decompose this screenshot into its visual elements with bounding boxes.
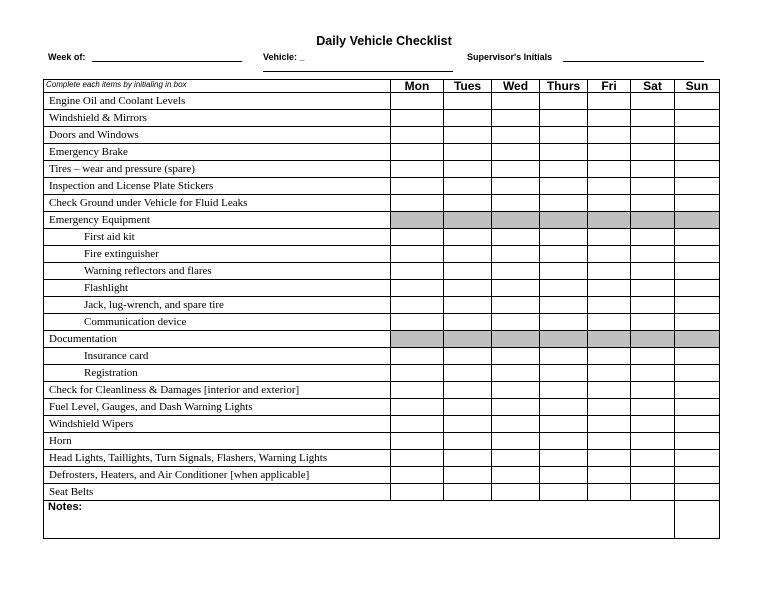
initial-box-sat[interactable]	[631, 297, 675, 314]
initial-box-fri[interactable]	[588, 365, 631, 382]
item-label: Windshield Wipers	[44, 416, 391, 433]
initial-box-sat[interactable]	[631, 127, 675, 144]
initial-box-wed[interactable]	[492, 161, 540, 178]
initial-box-sat[interactable]	[631, 365, 675, 382]
initial-box-mon[interactable]	[391, 263, 444, 280]
initial-box-tues[interactable]	[444, 280, 492, 297]
instruction-text: Complete each items by initialing in box	[44, 80, 391, 93]
initial-box-tues[interactable]	[444, 195, 492, 212]
table-row	[44, 127, 720, 144]
day-header-thurs: Thurs	[540, 80, 588, 93]
initial-box-fri[interactable]	[588, 314, 631, 331]
table-row	[44, 399, 720, 416]
initial-box-wed[interactable]	[492, 280, 540, 297]
initial-box-wed[interactable]	[492, 144, 540, 161]
initial-box-wed[interactable]	[492, 297, 540, 314]
initial-box-fri[interactable]	[588, 280, 631, 297]
initial-box-sat[interactable]	[631, 348, 675, 365]
item-label: Flashlight	[44, 280, 391, 297]
initial-box-fri[interactable]	[588, 246, 631, 263]
initial-box-mon[interactable]	[391, 246, 444, 263]
initial-box-sat[interactable]	[631, 433, 675, 450]
initial-box-sat[interactable]	[631, 314, 675, 331]
initial-box-thurs	[540, 331, 588, 348]
initial-box-wed[interactable]	[492, 127, 540, 144]
initial-box-sun[interactable]	[675, 365, 720, 382]
initial-box-tues[interactable]	[444, 229, 492, 246]
item-label: First aid kit	[44, 229, 391, 246]
initial-box-sat	[631, 331, 675, 348]
initial-box-sat[interactable]	[631, 246, 675, 263]
initial-box-sat[interactable]	[631, 161, 675, 178]
initial-box-fri[interactable]	[588, 195, 631, 212]
initial-box-fri[interactable]	[588, 263, 631, 280]
initial-box-mon[interactable]	[391, 93, 444, 110]
initial-box-thurs[interactable]	[540, 263, 588, 280]
checklist-table	[43, 79, 720, 539]
initial-box-sat[interactable]	[631, 280, 675, 297]
initial-box-sat[interactable]	[631, 195, 675, 212]
initial-box-thurs[interactable]	[540, 484, 588, 501]
initial-box-thurs[interactable]	[540, 127, 588, 144]
day-header-sun: Sun	[675, 80, 720, 93]
initial-box-thurs[interactable]	[540, 348, 588, 365]
table-header-row	[44, 80, 720, 93]
initial-box-tues[interactable]	[444, 263, 492, 280]
initial-box-mon[interactable]	[391, 382, 444, 399]
initial-box-fri[interactable]	[588, 229, 631, 246]
initial-box-thurs[interactable]	[540, 433, 588, 450]
initial-box-thurs[interactable]	[540, 416, 588, 433]
initial-box-thurs[interactable]	[540, 161, 588, 178]
initial-box-sat[interactable]	[631, 484, 675, 501]
initial-box-fri[interactable]	[588, 484, 631, 501]
item-label: Inspection and License Plate Stickers	[44, 178, 391, 195]
item-label: Head Lights, Taillights, Turn Signals, Flashers, Warning Lights	[44, 450, 391, 467]
initial-box-thurs[interactable]	[540, 450, 588, 467]
initial-box-fri[interactable]	[588, 110, 631, 127]
item-label: Jack, lug-wrench, and spare tire	[44, 297, 391, 314]
item-label: Documentation	[44, 331, 391, 348]
initial-box-tues[interactable]	[444, 178, 492, 195]
initial-box-wed[interactable]	[492, 246, 540, 263]
initial-box-sun[interactable]	[675, 263, 720, 280]
initial-box-sat[interactable]	[631, 93, 675, 110]
initial-box-wed[interactable]	[492, 348, 540, 365]
week-label: Week of:	[48, 52, 86, 62]
table-row	[44, 314, 720, 331]
initial-box-mon[interactable]	[391, 484, 444, 501]
initial-box-sun	[675, 212, 720, 229]
initial-box-wed[interactable]	[492, 467, 540, 484]
initial-box-sun[interactable]	[675, 110, 720, 127]
vehicle-value: _	[299, 52, 305, 62]
initial-box-thurs	[540, 212, 588, 229]
initial-box-fri[interactable]	[588, 178, 631, 195]
initial-box-sun[interactable]	[675, 297, 720, 314]
table-row	[44, 144, 720, 161]
item-label: Fire extinguisher	[44, 246, 391, 263]
initial-box-wed[interactable]	[492, 365, 540, 382]
item-label: Defrosters, Heaters, and Air Conditioner [when applicable]	[44, 467, 391, 484]
initial-box-tues[interactable]	[444, 484, 492, 501]
initial-box-mon[interactable]	[391, 399, 444, 416]
initial-box-tues[interactable]	[444, 246, 492, 263]
initial-box-mon[interactable]	[391, 110, 444, 127]
initial-box-tues[interactable]	[444, 161, 492, 178]
initial-box-sun[interactable]	[675, 93, 720, 110]
item-label: Horn	[44, 433, 391, 450]
initial-box-tues[interactable]	[444, 110, 492, 127]
notes-label: Notes:	[48, 501, 83, 513]
initial-box-tues[interactable]	[444, 93, 492, 110]
initial-box-sun[interactable]	[675, 450, 720, 467]
initial-box-fri[interactable]	[588, 399, 631, 416]
initial-box-tues[interactable]	[444, 127, 492, 144]
initial-box-sun[interactable]	[675, 246, 720, 263]
initial-box-mon[interactable]	[391, 348, 444, 365]
initial-box-mon[interactable]	[391, 416, 444, 433]
initial-box-mon[interactable]	[391, 195, 444, 212]
initial-box-fri	[588, 331, 631, 348]
supervisor-label: Supervisor's Initials	[467, 52, 553, 62]
initial-box-sun[interactable]	[675, 433, 720, 450]
initial-box-sat	[631, 212, 675, 229]
initial-box-fri[interactable]	[588, 382, 631, 399]
notes-extra-box[interactable]	[675, 501, 720, 539]
initial-box-sun[interactable]	[675, 195, 720, 212]
initial-box-thurs[interactable]	[540, 178, 588, 195]
initial-box-fri[interactable]	[588, 450, 631, 467]
initial-box-thurs[interactable]	[540, 280, 588, 297]
initial-box-thurs[interactable]	[540, 144, 588, 161]
initial-box-tues[interactable]	[444, 314, 492, 331]
initial-box-sat[interactable]	[631, 178, 675, 195]
initial-box-wed[interactable]	[492, 433, 540, 450]
initial-box-tues[interactable]	[444, 450, 492, 467]
item-label: Emergency Equipment	[44, 212, 391, 229]
table-row	[44, 484, 720, 501]
week-field[interactable]	[92, 61, 242, 62]
item-label: Insurance card	[44, 348, 391, 365]
initial-box-fri[interactable]	[588, 467, 631, 484]
initial-box-wed[interactable]	[492, 382, 540, 399]
table-row	[44, 365, 720, 382]
initial-box-wed[interactable]	[492, 110, 540, 127]
initial-box-thurs[interactable]	[540, 229, 588, 246]
table-row	[44, 433, 720, 450]
initial-box-sun[interactable]	[675, 484, 720, 501]
initial-box-sun[interactable]	[675, 348, 720, 365]
initial-box-sat[interactable]	[631, 450, 675, 467]
initial-box-wed[interactable]	[492, 229, 540, 246]
initial-box-fri	[588, 212, 631, 229]
item-label: Tires – wear and pressure (spare)	[44, 161, 391, 178]
initial-box-mon[interactable]	[391, 297, 444, 314]
initial-box-fri[interactable]	[588, 348, 631, 365]
initial-box-thurs[interactable]	[540, 382, 588, 399]
item-label: Check Ground under Vehicle for Fluid Leaks	[44, 195, 391, 212]
initial-box-wed[interactable]	[492, 93, 540, 110]
initial-box-sun[interactable]	[675, 399, 720, 416]
initial-box-tues[interactable]	[444, 382, 492, 399]
initial-box-mon	[391, 331, 444, 348]
vehicle-field[interactable]	[263, 71, 453, 72]
initial-box-sun[interactable]	[675, 127, 720, 144]
initial-box-tues[interactable]	[444, 144, 492, 161]
table-row	[44, 382, 720, 399]
initial-box-sat[interactable]	[631, 399, 675, 416]
initial-box-fri[interactable]	[588, 433, 631, 450]
initial-box-sun[interactable]	[675, 280, 720, 297]
section-row	[44, 212, 720, 229]
initial-box-mon[interactable]	[391, 127, 444, 144]
initial-box-tues[interactable]	[444, 365, 492, 382]
initial-box-tues[interactable]	[444, 348, 492, 365]
initial-box-sat[interactable]	[631, 382, 675, 399]
initial-box-sun[interactable]	[675, 382, 720, 399]
day-header-tues: Tues	[444, 80, 492, 93]
page-title: Daily Vehicle Checklist	[316, 34, 452, 48]
initial-box-wed[interactable]	[492, 178, 540, 195]
table-row	[44, 263, 720, 280]
initial-box-tues	[444, 212, 492, 229]
initial-box-sat[interactable]	[631, 229, 675, 246]
initial-box-thurs[interactable]	[540, 297, 588, 314]
initial-box-tues[interactable]	[444, 433, 492, 450]
initial-box-mon[interactable]	[391, 178, 444, 195]
initial-box-mon[interactable]	[391, 467, 444, 484]
item-label: Windshield & Mirrors	[44, 110, 391, 127]
notes-row	[44, 501, 720, 539]
initial-box-tues[interactable]	[444, 416, 492, 433]
initial-box-mon[interactable]	[391, 144, 444, 161]
initial-box-thurs[interactable]	[540, 365, 588, 382]
initial-box-thurs[interactable]	[540, 314, 588, 331]
initial-box-tues[interactable]	[444, 297, 492, 314]
item-label: Check for Cleanliness & Damages [interior and exterior]	[44, 382, 391, 399]
table-row	[44, 467, 720, 484]
initial-box-sat[interactable]	[631, 467, 675, 484]
initial-box-sun[interactable]	[675, 467, 720, 484]
notes-field[interactable]	[44, 501, 675, 539]
table-row	[44, 416, 720, 433]
initial-box-wed[interactable]	[492, 484, 540, 501]
initial-box-sun	[675, 331, 720, 348]
initial-box-sun[interactable]	[675, 229, 720, 246]
table-row	[44, 195, 720, 212]
item-label: Fuel Level, Gauges, and Dash Warning Lights	[44, 399, 391, 416]
initial-box-wed[interactable]	[492, 263, 540, 280]
initial-box-tues	[444, 331, 492, 348]
table-row	[44, 297, 720, 314]
day-header-wed: Wed	[492, 80, 540, 93]
initial-box-thurs[interactable]	[540, 246, 588, 263]
initial-box-wed	[492, 331, 540, 348]
initial-box-sun[interactable]	[675, 314, 720, 331]
initial-box-mon[interactable]	[391, 280, 444, 297]
item-label: Engine Oil and Coolant Levels	[44, 93, 391, 110]
item-label: Warning reflectors and flares	[44, 263, 391, 280]
initial-box-tues[interactable]	[444, 467, 492, 484]
initial-box-wed[interactable]	[492, 450, 540, 467]
initial-box-tues[interactable]	[444, 399, 492, 416]
item-label: Communication device	[44, 314, 391, 331]
vehicle-label: Vehicle: _	[263, 52, 305, 62]
initial-box-wed[interactable]	[492, 399, 540, 416]
initial-box-sun[interactable]	[675, 416, 720, 433]
initial-box-sun[interactable]	[675, 144, 720, 161]
table-row	[44, 110, 720, 127]
initial-box-thurs[interactable]	[540, 467, 588, 484]
day-header-mon: Mon	[391, 80, 444, 93]
initial-box-fri[interactable]	[588, 144, 631, 161]
initial-box-fri[interactable]	[588, 93, 631, 110]
item-label: Seat Belts	[44, 484, 391, 501]
initial-box-mon[interactable]	[391, 229, 444, 246]
table-row	[44, 280, 720, 297]
table-row	[44, 450, 720, 467]
initial-box-fri[interactable]	[588, 297, 631, 314]
initial-box-wed[interactable]	[492, 416, 540, 433]
initial-box-sat[interactable]	[631, 416, 675, 433]
initial-box-fri[interactable]	[588, 161, 631, 178]
supervisor-initials-field[interactable]	[563, 61, 704, 62]
initial-box-mon[interactable]	[391, 365, 444, 382]
initial-box-sun[interactable]	[675, 178, 720, 195]
initial-box-wed	[492, 212, 540, 229]
table-row	[44, 93, 720, 110]
initial-box-fri[interactable]	[588, 127, 631, 144]
initial-box-thurs[interactable]	[540, 195, 588, 212]
initial-box-sat[interactable]	[631, 263, 675, 280]
initial-box-mon	[391, 212, 444, 229]
initial-box-sat[interactable]	[631, 144, 675, 161]
day-header-sat: Sat	[631, 80, 675, 93]
item-label: Registration	[44, 365, 391, 382]
initial-box-mon[interactable]	[391, 433, 444, 450]
initial-box-mon[interactable]	[391, 161, 444, 178]
section-row	[44, 331, 720, 348]
table-row	[44, 161, 720, 178]
table-row	[44, 229, 720, 246]
initial-box-mon[interactable]	[391, 450, 444, 467]
initial-box-wed[interactable]	[492, 195, 540, 212]
initial-box-sat[interactable]	[631, 110, 675, 127]
initial-box-fri[interactable]	[588, 416, 631, 433]
item-label: Doors and Windows	[44, 127, 391, 144]
table-row	[44, 348, 720, 365]
initial-box-thurs[interactable]	[540, 93, 588, 110]
table-row	[44, 246, 720, 263]
item-label: Emergency Brake	[44, 144, 391, 161]
initial-box-sun[interactable]	[675, 161, 720, 178]
initial-box-wed[interactable]	[492, 314, 540, 331]
initial-box-mon[interactable]	[391, 314, 444, 331]
initial-box-thurs[interactable]	[540, 399, 588, 416]
initial-box-thurs[interactable]	[540, 110, 588, 127]
table-row	[44, 178, 720, 195]
day-header-fri: Fri	[588, 80, 631, 93]
